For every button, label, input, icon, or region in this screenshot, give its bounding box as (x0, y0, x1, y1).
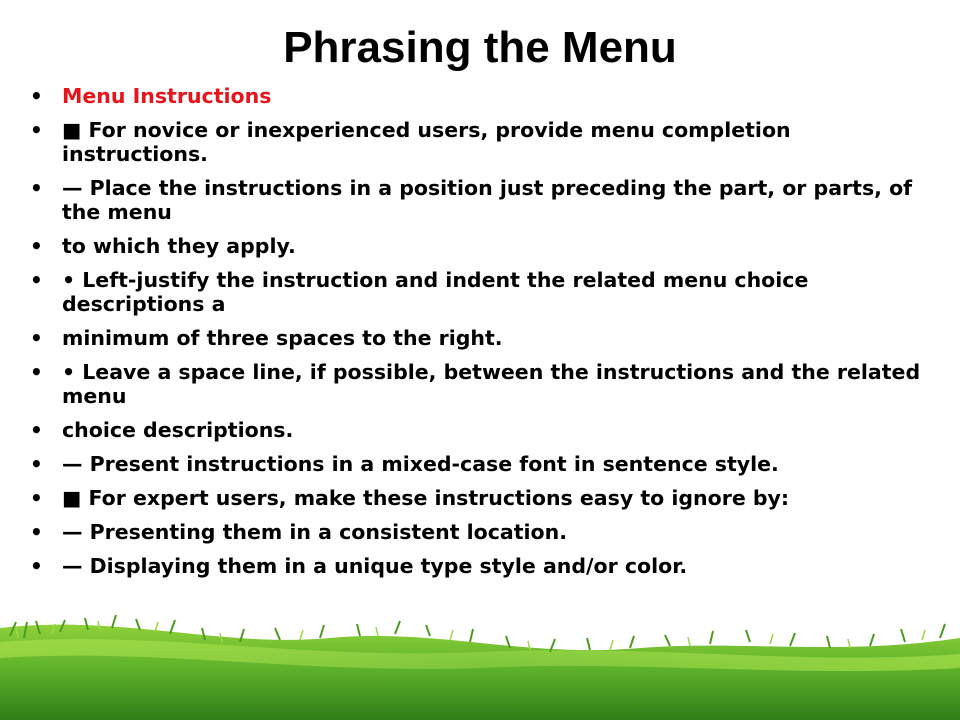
bullet-text: — Present instructions in a mixed-case font in sentence style. (62, 452, 779, 476)
bullet-item (30, 234, 935, 258)
bullet-item (30, 554, 935, 578)
bullet-item (30, 268, 935, 316)
bullet-dot: • (30, 360, 43, 384)
bullet-dot: • (30, 118, 43, 142)
bullet-dot: • (30, 268, 43, 292)
bullet-dot: • (30, 520, 43, 544)
bullet-text: Menu Instructions (62, 84, 272, 108)
bullet-dot: • (30, 418, 43, 442)
bullet-item-heading (30, 84, 935, 108)
bullet-dot: • (30, 234, 43, 258)
bullet-item (30, 486, 935, 510)
bullet-text: ■ For novice or inexperienced users, provide menu completion instructions. (62, 118, 791, 166)
bullet-text: ■ For expert users, make these instructions easy to ignore by: (62, 486, 790, 510)
bullet-list (30, 84, 935, 588)
bullet-dot: • (30, 452, 43, 476)
grass-decoration (0, 608, 960, 720)
bullet-text: — Place the instructions in a position just preceding the part, or parts, of the menu (62, 176, 913, 224)
bullet-text: • Leave a space line, if possible, between the instructions and the related menu (62, 360, 921, 408)
bullet-dot: • (30, 326, 43, 350)
bullet-text: choice descriptions. (62, 418, 294, 442)
bullet-text: to which they apply. (62, 234, 296, 258)
bullet-dot: • (30, 84, 43, 108)
bullet-item (30, 452, 935, 476)
bullet-item (30, 520, 935, 544)
slide-title: Phrasing the Menu (283, 23, 677, 72)
bullet-item (30, 418, 935, 442)
bullet-dot: • (30, 486, 43, 510)
bullet-dot: • (30, 176, 43, 200)
bullet-text: • Left-justify the instruction and indent the related menu choice descriptions a (62, 268, 809, 316)
bullet-item (30, 118, 935, 166)
bullet-text: minimum of three spaces to the right. (62, 326, 503, 350)
bullet-item (30, 176, 935, 224)
bullet-item (30, 326, 935, 350)
bullet-text: — Displaying them in a unique type style and/or color. (62, 554, 688, 578)
bullet-text: — Presenting them in a consistent location. (62, 520, 568, 544)
bullet-dot: • (30, 554, 43, 578)
bullet-item (30, 360, 935, 408)
